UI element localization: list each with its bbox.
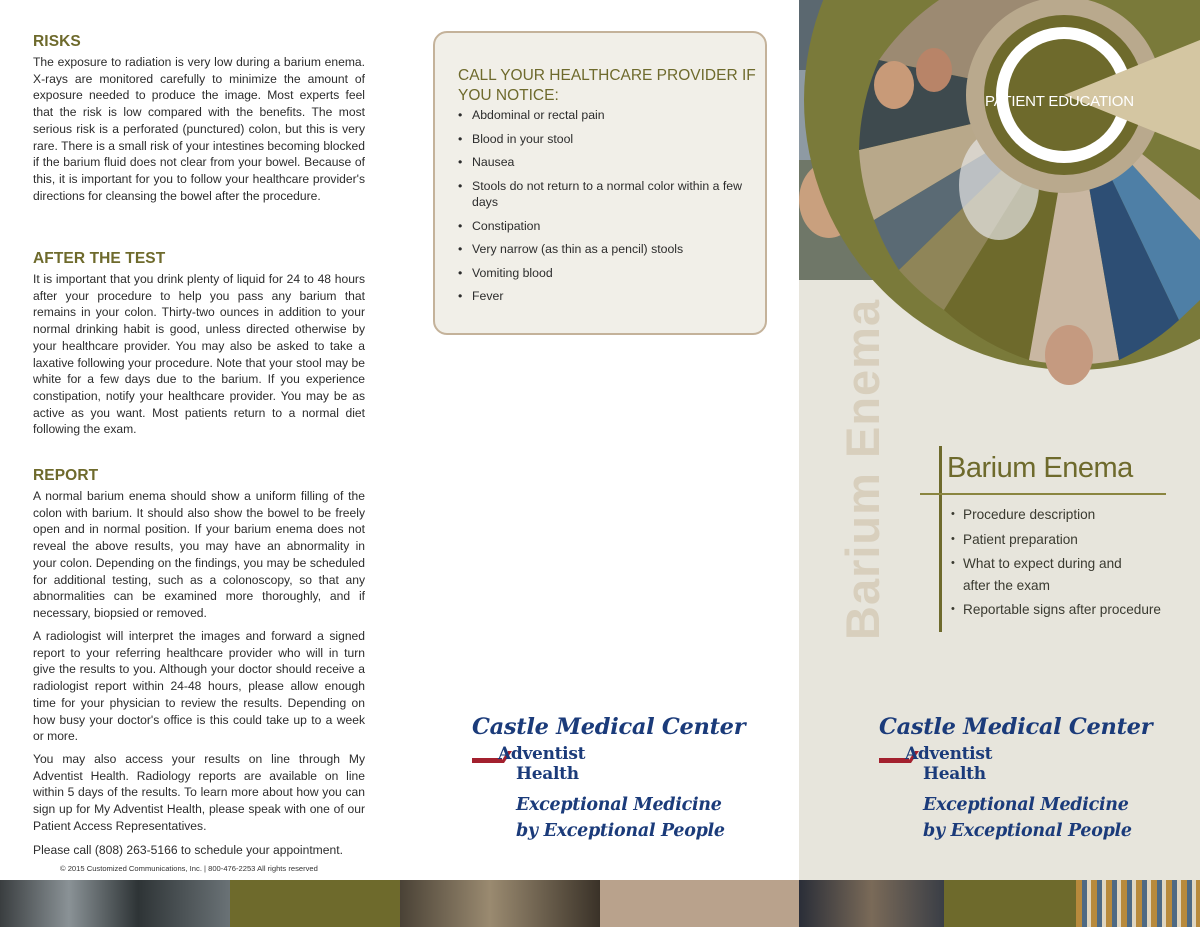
- report-paragraph-3: You may also access your results on line through My Adventist Health. Radiology reports are available on line within 5 days of the results. To learn more about how you can sign up for My Adventist Health, please speak with one of our Patient Access Representatives.: [33, 752, 365, 833]
- report-paragraph-2: A radiologist will interpret the images and forward a signed report to your referring healthcare provider who will in turn give the results to you. Although your doctor should receive a radiologist report within 24-48 hours, please allow enough time for your physician to review the results. Depending on how busy your doctor's office is this could take up to a week or more.: [33, 629, 365, 744]
- strip-block: [944, 880, 1076, 927]
- strip-photo-xray: [0, 880, 230, 927]
- list-item: • What to expect during and after the exam: [951, 553, 1141, 596]
- list-item: • Vomiting blood: [458, 265, 748, 281]
- logo-hospital-name: Castle Medical Center: [472, 714, 746, 740]
- title-divider-vertical: [939, 446, 942, 632]
- copyright-line: © 2015 Customized Communications, Inc. | 800-476-2253 All rights reserved: [60, 864, 318, 873]
- logo-network-line-1: Adventist: [905, 744, 993, 764]
- schedule-appointment-text: Please call (808) 263-5166 to schedule your appointment.: [33, 843, 343, 857]
- patient-education-badge: [985, 93, 1134, 110]
- cover-title: Barium Enema: [947, 452, 1133, 484]
- cover-topics-list: [951, 504, 1191, 624]
- cover-vertical-title: Barium Enema: [836, 298, 889, 640]
- after-test-heading: AFTER THE TEST: [33, 250, 166, 267]
- list-item: • Stools do not return to a normal color within a few days: [458, 178, 748, 211]
- logo-tagline-1: Exceptional Medicine: [516, 795, 722, 815]
- report-heading: REPORT: [33, 467, 99, 484]
- bottom-photo-strip: [0, 880, 1200, 927]
- castle-medical-center-logo: [879, 714, 1179, 854]
- list-item: • Fever: [458, 288, 748, 304]
- logo-network-line-2: Health: [923, 764, 986, 784]
- logo-network-line-1: Adventist: [498, 744, 586, 764]
- list-item: • Nausea: [458, 154, 748, 170]
- strip-photo-chart: [799, 880, 944, 927]
- warning-signs-callout: [433, 31, 767, 335]
- strip-photo-stethoscope: [400, 880, 600, 927]
- strip-block: [600, 880, 799, 927]
- badge-word-2: EDUCATION: [1048, 93, 1134, 110]
- logo-network-line-2: Health: [516, 764, 579, 784]
- list-item: • Abdominal or rectal pain: [458, 107, 748, 123]
- logo-tagline-2: by Exceptional People: [516, 821, 725, 841]
- list-item: • Blood in your stool: [458, 131, 748, 147]
- risks-paragraph: The exposure to radiation is very low during a barium enema. X-rays are monitored carefully to minimize the amount of exposure needed to produce the image. Most experts feel that the risk is low compared with the benefits. The most serious risk is a perforated (punctured) colon, but this is very rare. There is a small risk of your intestines becoming blocked if the barium fluid does not clear from your bowel. Because of this, it is important for you to follow your healthcare provider's directions for cleansing the bowel after the procedure.: [33, 55, 365, 203]
- logo-tagline-1: Exceptional Medicine: [923, 795, 1129, 815]
- castle-medical-center-logo: [472, 714, 772, 854]
- list-item: • Patient preparation: [951, 529, 1191, 551]
- strip-photo-records: [1076, 880, 1200, 927]
- strip-block: [230, 880, 400, 927]
- risks-heading: RISKS: [33, 33, 81, 50]
- after-test-paragraph: It is important that you drink plenty of liquid for 24 to 48 hours after your procedure to help you pass any barium that remains in your colon. Thirty-two ounces in addition to your normal drinking habit is good, unless directed otherwise by your healthcare provider. You may also be asked to take a laxative following your procedure. Note that your stool may be white for a few days due to the barium. If you experience constipation, notify your healthcare provider. You may be as active as you want. Most patients return to a normal diet following the exam.: [33, 272, 365, 437]
- list-item: • Reportable signs after procedure: [951, 599, 1191, 621]
- list-item: • Very narrow (as thin as a pencil) stools: [458, 241, 748, 257]
- warning-signs-list: [458, 107, 748, 312]
- badge-word-1: PATIENT: [985, 93, 1045, 110]
- title-divider-horizontal: [920, 493, 1166, 495]
- callout-title: CALL YOUR HEALTHCARE PROVIDER IF YOU NOTICE:: [458, 67, 756, 104]
- list-item: • Constipation: [458, 218, 748, 234]
- report-paragraph-1: A normal barium enema should show a uniform filling of the colon with barium. It should also show the bowel to be freely open and in normal position. If your barium enema does not reveal the above results, you may have an abnormality in your colon. Depending on the findings, you may be scheduled for additional testing, such as a colonoscopy, so that any abnormalities can be examined more thoroughly, and if necessary, biopsied or removed.: [33, 489, 365, 620]
- logo-tagline-2: by Exceptional People: [923, 821, 1132, 841]
- list-item: • Procedure description: [951, 504, 1191, 526]
- logo-hospital-name: Castle Medical Center: [879, 714, 1153, 740]
